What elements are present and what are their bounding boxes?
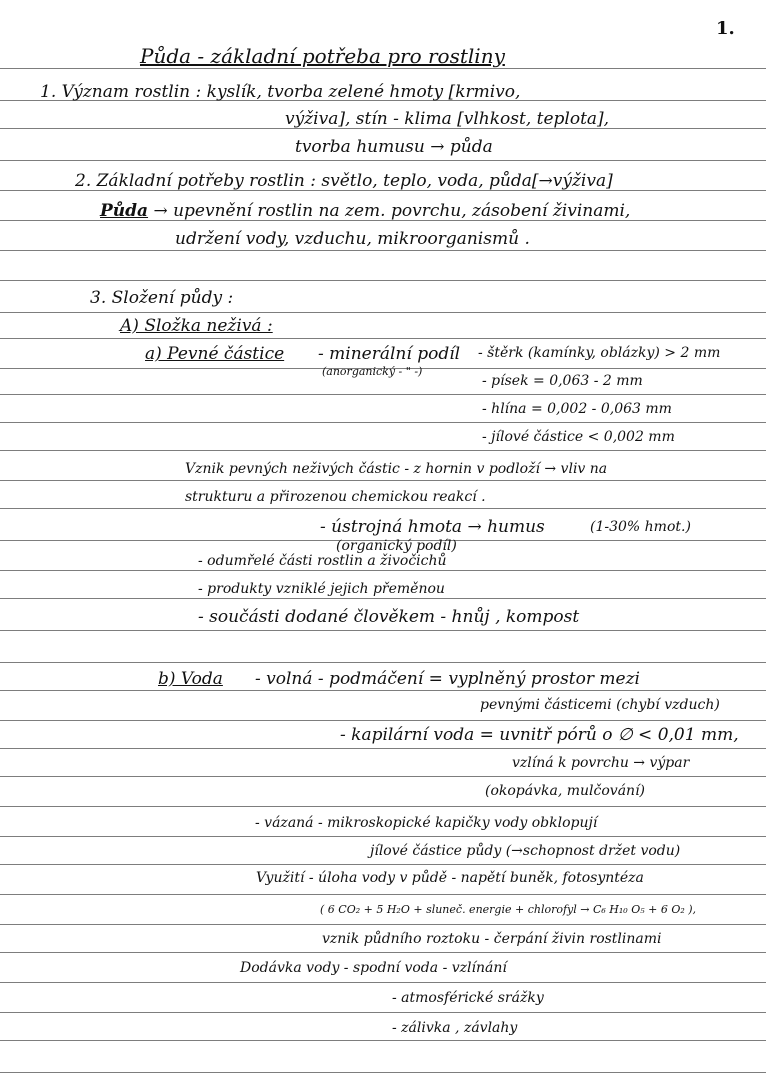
ruled-line [0, 952, 766, 953]
ruled-line [0, 1012, 766, 1013]
voda-heading: b) Voda [158, 669, 223, 689]
section-2-line-2-rest: → upevnění rostlin na zem. povrchu, zásobení živinami, [148, 201, 631, 221]
vyuziti: Využití - úloha vody v půdě - napětí buněk, fotosyntéza [256, 870, 644, 886]
kapilarni-voda: - kapilární voda = uvnitř pórů o ∅ < 0,01 mm, [340, 725, 739, 745]
pisek: - písek = 0,063 - 2 mm [482, 373, 643, 389]
pevne-castice-heading: a) Pevné částice [145, 344, 285, 364]
ruled-line [0, 338, 766, 339]
ruled-line [0, 312, 766, 313]
jilove-castice: - jílové částice < 0,002 mm [482, 429, 675, 445]
dodavka-vody: Dodávka vody - spodní voda - vzlínání [240, 960, 507, 976]
ruled-line [0, 1040, 766, 1041]
hlina: - hlína = 0,002 - 0,063 mm [482, 401, 672, 417]
ruled-line [0, 68, 766, 69]
vznik-line-2: strukturu a přirozenou chemickou reakcí . [185, 489, 486, 505]
ruled-line [0, 864, 766, 865]
zalivka: - zálivka , závlahy [392, 1020, 518, 1036]
ruled-line [0, 422, 766, 423]
kapilarni-voda-line-2: vzlíná k povrchu → výpar [512, 755, 690, 771]
section-2-line-1: 2. Základní potřeby rostlin : světlo, teplo, voda, půda[→výživa] [75, 171, 613, 191]
ruled-line [0, 720, 766, 721]
subsection-a-heading: A) Složka neživá : [120, 316, 273, 336]
section-3-heading: 3. Složení půdy : [90, 288, 234, 308]
ruled-line [0, 776, 766, 777]
vazana-voda: - vázaná - mikroskopické kapičky vody obklopují [255, 815, 598, 831]
ruled-line [0, 630, 766, 631]
ruled-line [0, 598, 766, 599]
odumrele-casti: - odumřelé části rostlin a živočichů [198, 553, 447, 569]
section-1-line-2: výživa], stín - klima [vlhkost, teplota], [285, 109, 610, 129]
ustrojna-percent: (1-30% hmot.) [590, 519, 691, 535]
ruled-line [0, 450, 766, 451]
ruled-line [0, 806, 766, 807]
volna-voda: - volná - podmáčení = vyplněný prostor mezi [255, 669, 640, 689]
photosynthesis-equation: ( 6 CO₂ + 5 H₂O + sluneč. energie + chlorofyl → C₆ H₁₀ O₅ + 6 O₂ ), [320, 903, 697, 916]
pudni-roztok: vznik půdního roztoku - čerpání živin rostlinami [322, 931, 662, 947]
ruled-line [0, 924, 766, 925]
ruled-line [0, 836, 766, 837]
ruled-line [0, 1072, 766, 1073]
ruled-line [0, 748, 766, 749]
page-title: Půda - základní potřeba pro rostliny [140, 44, 505, 68]
ruled-line [0, 570, 766, 571]
ruled-line [0, 690, 766, 691]
ruled-line [0, 982, 766, 983]
ruled-line [0, 280, 766, 281]
section-2-line-2 [100, 201, 630, 221]
ruled-line [0, 508, 766, 509]
section-1-line-1: 1. Význam rostlin : kyslík, tvorba zelené hmoty [krmivo, [40, 82, 521, 102]
ruled-line [0, 394, 766, 395]
vznik-line-1: Vznik pevných neživých částic - z hornin v podloží → vliv na [185, 461, 608, 477]
produkty: - produkty vzniklé jejich přeměnou [198, 581, 445, 597]
soucasti: - součásti dodané člověkem - hnůj , kompost [198, 607, 580, 627]
atmosfericke-srazky: - atmosférické srážky [392, 990, 544, 1006]
ruled-line [0, 160, 766, 161]
ruled-line [0, 480, 766, 481]
anorganicky-note: (anorganický - " -) [322, 365, 423, 378]
vazana-voda-line-2: jílové částice půdy (→schopnost držet vodu) [370, 843, 681, 859]
ustrojna-hmota: - ústrojná hmota → humus [320, 517, 545, 537]
ruled-line [0, 894, 766, 895]
section-2-line-3: udržení vody, vzduchu, mikroorganismů . [175, 229, 530, 249]
page-number: 1. [716, 18, 735, 39]
sterk: - štěrk (kamínky, oblázky) > 2 mm [478, 345, 721, 361]
organicky-note: (organický podíl) [336, 538, 457, 554]
section-1-line-3: tvorba humusu → půda [295, 137, 493, 157]
ruled-line [0, 662, 766, 663]
mineralni-podil: - minerální podíl [318, 344, 461, 364]
volna-voda-line-2: pevnými částicemi (chybí vzduch) [480, 697, 720, 713]
kapilarni-voda-line-3: (okopávka, mulčování) [485, 783, 646, 799]
ruled-line [0, 250, 766, 251]
puda-keyword: Půda [100, 201, 149, 221]
